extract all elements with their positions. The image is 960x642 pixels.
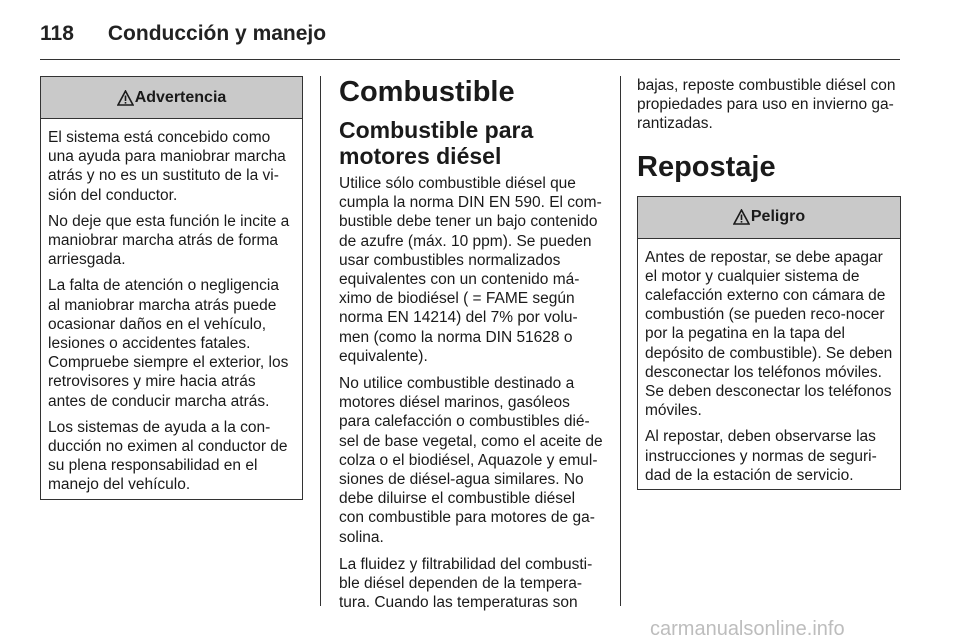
left-column: [40, 76, 303, 500]
warning-paragraph: El sistema está concebido como una ayuda para maniobrar marcha atrás y no es un sustituto de la vi-sión del conductor.: [48, 129, 286, 204]
danger-box-body: [638, 239, 900, 489]
warning-box: [40, 76, 303, 500]
watermark: carmanualsonline.info: [650, 618, 845, 640]
danger-paragraph: Antes de repostar, se debe apagar el motor y cualquier sistema de calefacción externo con cámara de combustión (se pueden reco-nocer por la pegatina en la tapa del depósito de combustible). Se deben desconectar los teléfonos móviles. Se deben desconectar los teléfonos móviles.: [645, 248, 893, 420]
danger-paragraph: Al repostar, deben observarse las instrucciones y normas de seguri-dad de la estación de servicio.: [645, 428, 877, 484]
warning-paragraph: No deje que esta función le incite a maniobrar marcha atrás de forma arriesgada.: [48, 212, 290, 269]
column-divider-1: [320, 76, 321, 606]
middle-column: [339, 76, 603, 620]
warning-box-body: [41, 119, 302, 499]
refuel-heading: Repostaje: [637, 150, 776, 183]
column-divider-2: [620, 76, 621, 606]
page-header: [40, 14, 900, 54]
body-paragraph: No utilice combustible destinado a motores diésel marinos, gasóleos para calefacción o combustibles dié-sel de base vegetal, como el aceite de colza o el biodiésel, Aquazole y emul-siones de diésel-agua similares. No debe diluirse el combustible diésel con combustible para motores de ga-solina.: [339, 375, 603, 546]
section-heading: Combustible: [339, 76, 515, 108]
body-paragraph: Utilice sólo combustible diésel que cumpla la norma DIN EN 590. El com-bustible debe tener un bajo contenido de azufre (máx. 10 ppm). Se pueden usar combustibles normalizados equivalentes con un contenido má-ximo de biodiésel ( = FAME según norma EN 14214) del 7% por volu-men (como la norma DIN 51628 o equivalente).: [339, 175, 602, 365]
danger-box: [637, 196, 901, 490]
warning-paragraph: Los sistemas de ayuda a la con-ducción no eximen al conductor de su plena responsabilidad en el manejo del vehículo.: [48, 418, 288, 494]
warning-paragraph: La falta de atención o negligencia al maniobrar marcha atrás puede ocasionar daños en el vehículo, lesiones o accidentes fatales. Compruebe siempre el exterior, los retrovisores y mire hacia atrás antes de conducir marcha atrás.: [48, 277, 289, 410]
danger-box-title: Peligro: [750, 208, 806, 226]
section-title: Conducción y manejo: [107, 22, 327, 45]
right-column: [637, 76, 901, 490]
header-divider: [40, 59, 900, 60]
warning-box-title: Advertencia: [134, 88, 227, 106]
body-paragraph: La fluidez y filtrabilidad del combusti-ble diésel dependen de la tempera-tura. Cuando las temperaturas son: [339, 555, 593, 612]
subsection-heading: Combustible para motores diésel: [339, 117, 534, 169]
page-number: 118: [40, 22, 74, 45]
warning-box-header: [41, 77, 302, 119]
warning-triangle-icon: [733, 209, 750, 225]
warning-triangle-icon: [117, 90, 134, 106]
continued-paragraph: bajas, reposte combustible diésel con propiedades para uso en invierno ga-rantizadas.: [637, 77, 896, 133]
danger-box-header: [638, 197, 900, 239]
